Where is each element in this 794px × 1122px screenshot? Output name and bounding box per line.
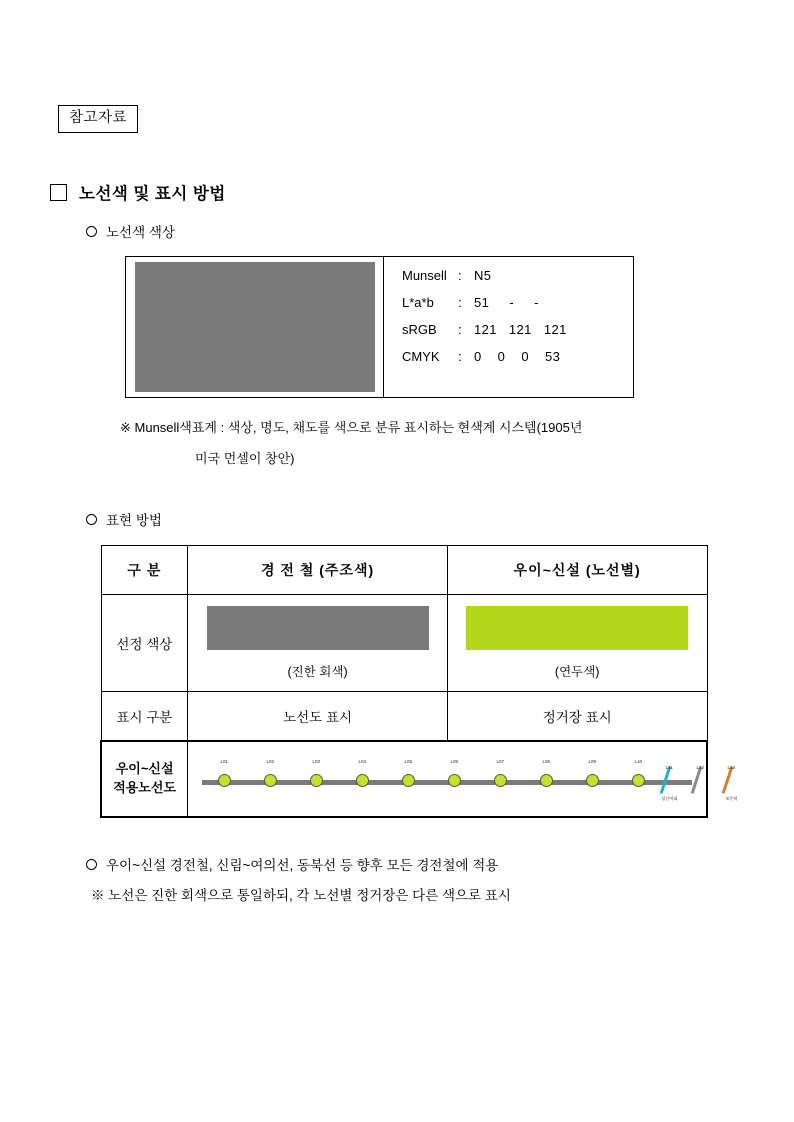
row-label-display-division: 표시 구분 [101,692,188,742]
spec-value: 0 0 0 53 [474,349,561,364]
reference-tag: 참고자료 [58,105,138,133]
row-label-applied-route-map [101,741,188,817]
circle-bullet-icon [86,859,97,870]
applied-route-label-line1: 우이~신설 [115,761,174,777]
circle-bullet-icon [86,226,97,237]
station-marker [632,774,645,787]
station-label: L04 [358,759,367,764]
station-marker [586,774,599,787]
station-marker [402,774,415,787]
color-spec-box [125,256,634,398]
spec-colon: : [458,268,462,283]
sub-heading-apply-text: 우이~신설 경전철, 신림~여의선, 동북선 등 향후 모든 경전철에 적용 [106,858,499,873]
cell-route-map-display: 노선도 표시 [188,692,448,742]
table-header-ui-sinseol: 우이~신설 (노선별) [447,546,707,595]
green-color-swatch [466,606,688,650]
square-bullet-icon [50,184,67,201]
station-label: L10 [634,759,643,764]
spec-colon: : [458,349,462,364]
munsell-note-line2: 미국 먼셀이 창안) [195,451,295,466]
spec-value: 51 - - [474,295,539,310]
route-diagram [188,742,738,816]
station-marker [448,774,461,787]
cell-station-display: 정거장 표시 [447,692,707,742]
gray-color-swatch [207,606,429,650]
section-heading [50,180,226,204]
station-marker [494,774,507,787]
sub-heading-color [86,221,175,241]
transfer-line-marker [691,766,703,794]
spec-row [402,323,633,336]
table-header-division: 구 분 [101,546,188,595]
transfer-code-label: L11 [665,765,673,770]
spec-colon: : [458,322,462,337]
station-label: L02 [266,759,275,764]
spec-row [402,269,633,282]
section-heading-text: 노선색 및 표시 방법 [79,185,226,203]
transfer-code-label: L12 [696,765,705,770]
transfer-station-label: 보문역 [725,796,738,801]
station-label: L07 [496,759,505,764]
transfer-line-marker [722,766,734,794]
sub-heading-method [86,509,162,529]
station-label: L09 [588,759,597,764]
station-marker [264,774,277,787]
station-label: L06 [450,759,459,764]
bottom-note: ※ 노선은 진한 회색으로 통일하되, 각 노선별 정거장은 다른 색으로 표시 [91,888,511,903]
station-label: L01 [220,759,229,764]
spec-label: sRGB [402,322,437,337]
sub-heading-apply [86,854,498,874]
row-label-selected-color: 선정 색상 [101,595,188,692]
sub-heading-method-text: 표현 방법 [106,513,162,528]
table-row-selected-colors [101,595,707,692]
station-marker [310,774,323,787]
station-label: L08 [542,759,551,764]
applied-route-label-line2: 적용노선도 [113,780,177,795]
sub-heading-color-text: 노선색 색상 [106,225,175,240]
station-label: L03 [312,759,321,764]
gray-swatch-caption: (진한 회색) [287,665,348,679]
spec-row [402,296,633,309]
munsell-note-line1: ※ Munsell색표계 : 색상, 명도, 채도를 색으로 분류 표시하는 현색계 시스템(1905년 [120,420,583,435]
display-method-table [100,545,738,818]
spec-row [402,350,633,363]
cell-route-diagram [188,741,738,817]
color-swatch-container [126,257,384,397]
table-header-lrt-main: 경 전 철 (주조색) [188,546,448,595]
circle-bullet-icon [86,514,97,525]
transfer-code-label: L13 [727,765,736,770]
spec-label: Munsell [402,268,447,283]
green-swatch-caption: (연두색) [554,665,600,679]
table-header-row [101,546,707,595]
spec-value: N5 [474,268,492,283]
spec-label: L*a*b [402,295,434,310]
station-marker [540,774,553,787]
table-row-route-diagram [101,741,707,817]
station-marker [218,774,231,787]
station-label: L05 [404,759,413,764]
cell-green-swatch [447,595,707,692]
table-row-display-division [101,692,707,742]
color-spec-list [384,257,633,397]
station-marker [356,774,369,787]
spec-value: 121 121 121 [474,322,567,337]
main-color-swatch [135,262,375,392]
spec-colon: : [458,295,462,310]
spec-label: CMYK [402,349,440,364]
cell-gray-swatch [188,595,448,692]
transfer-station-label: 성신여대 [661,796,678,801]
